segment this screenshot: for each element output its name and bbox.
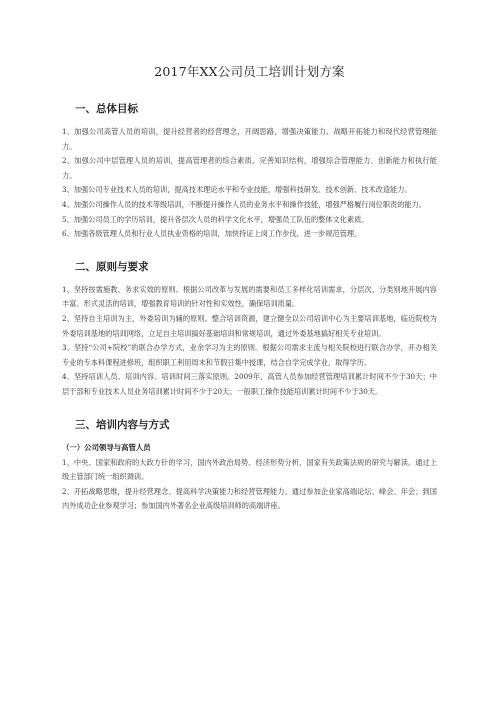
section-overall-goals (62, 101, 437, 242)
section-heading: 一、总体目标 (75, 103, 138, 115)
paragraph: 1、中央、国家和政府的大政方针的学习，国内外政治局势、经济形势分析，国家有关政策法规的研究与解读。通过上级主管部门统一组织调训。 (62, 457, 437, 482)
paragraph: 4、加强公司操作人员的技术等级培训，不断提升操作人员的业务水平和操作技能，增强严格履行岗位职责的能力。 (62, 199, 426, 209)
paragraph: 4、坚持培训人员、培训内容、培训时间三落实原则。2009年，高管人员参加经营管理培训累计时间不少于30天；中层干部和专业技术人员业务培训累计时间不少于20天；一般职工操作技能培训累计时间不少于30天。 (62, 372, 437, 396)
paragraph: 2、加强公司中层管理人员的培训，提高管理者的综合素质，完善知识结构，增强综合管理能力、创新能力和执行能力。 (62, 156, 437, 180)
paragraph: 3、加强公司专业技术人员的培训，提高技术理论水平和专业技能，增强科技研发、技术创新、技术改造能力。 (62, 185, 412, 195)
subsection-heading: （一）公司领导与高管人员 (62, 442, 151, 452)
paragraph: 6、加强各级管理人员和行业人员执业资格的培训，加快持证上岗工作步伐，进一步规范管理。 (62, 229, 362, 239)
section-principles (62, 259, 437, 400)
section-training-content (62, 417, 437, 514)
paragraph: 1、加强公司高管人员的培训，提升经营者的经营理念，开阔思路，增强决策能力、战略开拓能力和现代经营管理能力。 (62, 127, 437, 151)
paragraph: 2、坚持自主培训为主，外委培训为辅的原则。整合培训资源，建立健全以公司培训中心为主要培训基地，临近院校为外委培训基地的培训网络，立足自主培训搞好基础培训和常规培训，通过外委基地搞好相关专业培训。 (62, 313, 437, 338)
paragraph: 2、开拓战略思维，提升经营理念、提高科学决策能力和经营管理能力。通过参加企业家高端论坛、峰会、年会；到国内外成功企业参观学习；参加国内外著名企业高级培训师的高端讲座。 (62, 486, 437, 511)
section-heading: 三、培训内容与方式 (75, 418, 170, 431)
paragraph: 3、坚持“公司+院校”的联合办学方式，业余学习为主的原则。根据公司需求主流与相关院校进行联合办学，开办相关专业的专本科课程进修班，组织职工利用周末和节假日集中授课，结合自学完成学业，取得学历。 (62, 343, 437, 367)
section-heading: 二、原则与要求 (75, 260, 149, 273)
paragraph: 1、坚持按需施教、务求实效的原则。根据公司改革与发展的需要和员工多样化培训需求，分层次、分类别地开展内容丰富、形式灵活的培训，增强教育培训的针对性和实效性，确保培训质量。 (62, 284, 437, 309)
paragraph: 5、加强公司员工的学历培训，提升各层次人员的科学文化水平，增强员工队伍的整体文化素质。 (62, 214, 369, 224)
document-title: 2017年XX公司员工培训计划方案 (154, 64, 345, 79)
